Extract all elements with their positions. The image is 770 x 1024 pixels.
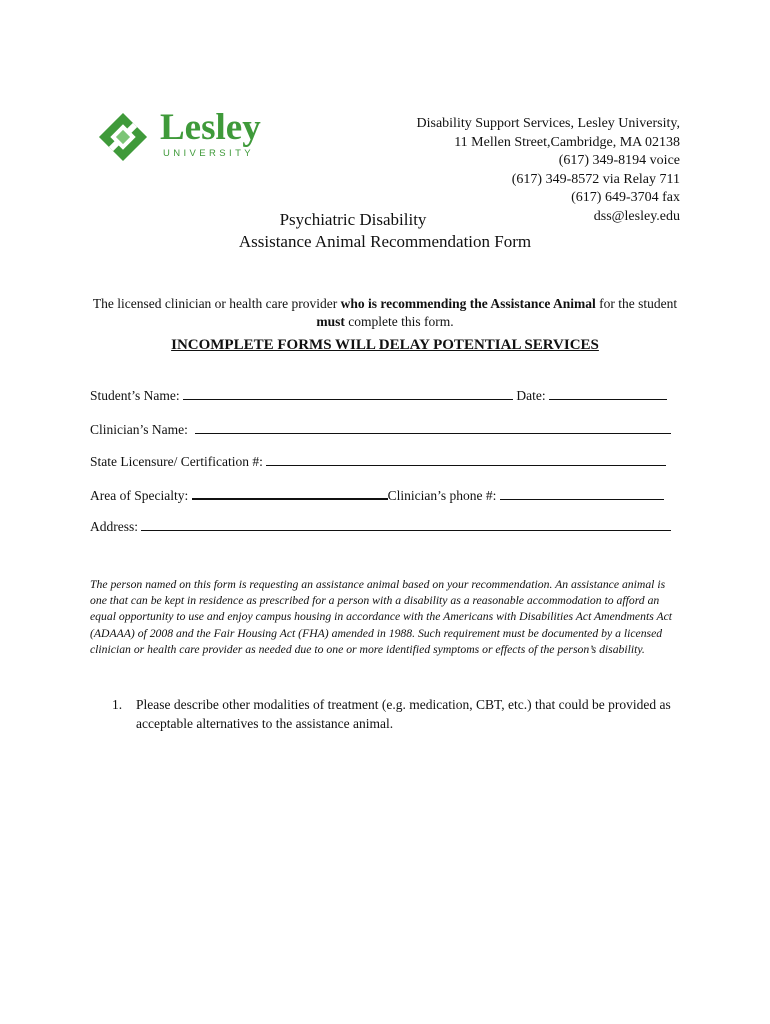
intro-part: for the student <box>595 296 678 311</box>
intro-text <box>90 295 680 331</box>
form-title-line2: Assistance Animal Recommendation Form <box>238 232 532 251</box>
warning-heading: INCOMPLETE FORMS WILL DELAY POTENTIAL SERVICES <box>171 337 599 353</box>
intro-part: complete this form. <box>344 314 454 329</box>
form-title <box>0 209 770 253</box>
clinician-phone-label: Clinician’s phone #: <box>387 488 497 503</box>
question-number: 1. <box>112 697 123 712</box>
logo-subtitle: UNIVERSITY <box>163 148 255 159</box>
date-input[interactable] <box>549 387 667 400</box>
contact-line: (617) 649-3704 fax <box>571 190 680 206</box>
student-name-label: Student’s Name: <box>90 388 180 403</box>
address-label: Address: <box>90 519 138 534</box>
student-name-row <box>90 387 667 404</box>
intro-bold: must <box>316 314 345 329</box>
clinician-name-row <box>90 421 671 438</box>
student-name-input[interactable] <box>183 387 513 400</box>
clinician-name-input[interactable] <box>195 421 671 434</box>
licensure-row <box>90 453 666 470</box>
question-text: Please describe other modalities of treatment (e.g. medication, CBT, etc.) that could be provided as acceptable alternatives to the assistance animal. <box>136 697 671 731</box>
intro-bold: who is recommending the Assistance Animal <box>340 296 596 311</box>
specialty-input[interactable] <box>192 486 388 500</box>
clinician-phone-input[interactable] <box>500 487 664 500</box>
date-label: Date: <box>516 388 546 403</box>
logo-wordmark: Lesley <box>160 107 261 148</box>
specialty-label: Area of Specialty: <box>90 488 189 503</box>
address-row <box>90 518 671 535</box>
licensure-input[interactable] <box>266 453 666 466</box>
specialty-row <box>90 486 664 504</box>
intro-part: The licensed clinician or health care provider <box>92 296 341 311</box>
contact-line: Disability Support Services, Lesley University, <box>416 116 680 131</box>
contact-line: (617) 349-8572 via Relay 711 <box>511 171 680 187</box>
logo-mark <box>99 113 147 161</box>
contact-line: (617) 349-8194 voice <box>558 153 680 169</box>
form-title-line1: Psychiatric Disability <box>279 210 427 229</box>
address-input[interactable] <box>141 518 671 531</box>
clinician-name-label: Clinician’s Name: <box>90 422 188 437</box>
explanation-paragraph: The person named on this form is requesting an assistance animal based on your recommendation. An assistance animal is one that can be kept in residence as prescribed for a person with a disability as a reasonable accommodation to afford an equal opportunity to use and enjoy campus housing in accordance with the Americans with Disabilities Act Amendments Act (ADAAA) of 2008 and the Fair Housing Act (FHA) amended in 1988. Such requirement must be documented by a licensed clinician or health care provider as needed due to one or more identified symptoms or effects of the person’s disability. <box>90 578 673 656</box>
licensure-label: State Licensure/ Certification #: <box>90 454 263 469</box>
contact-line: 11 Mellen Street,Cambridge, MA 02138 <box>454 134 680 150</box>
contact-email: dss@lesley.edu <box>593 208 680 224</box>
